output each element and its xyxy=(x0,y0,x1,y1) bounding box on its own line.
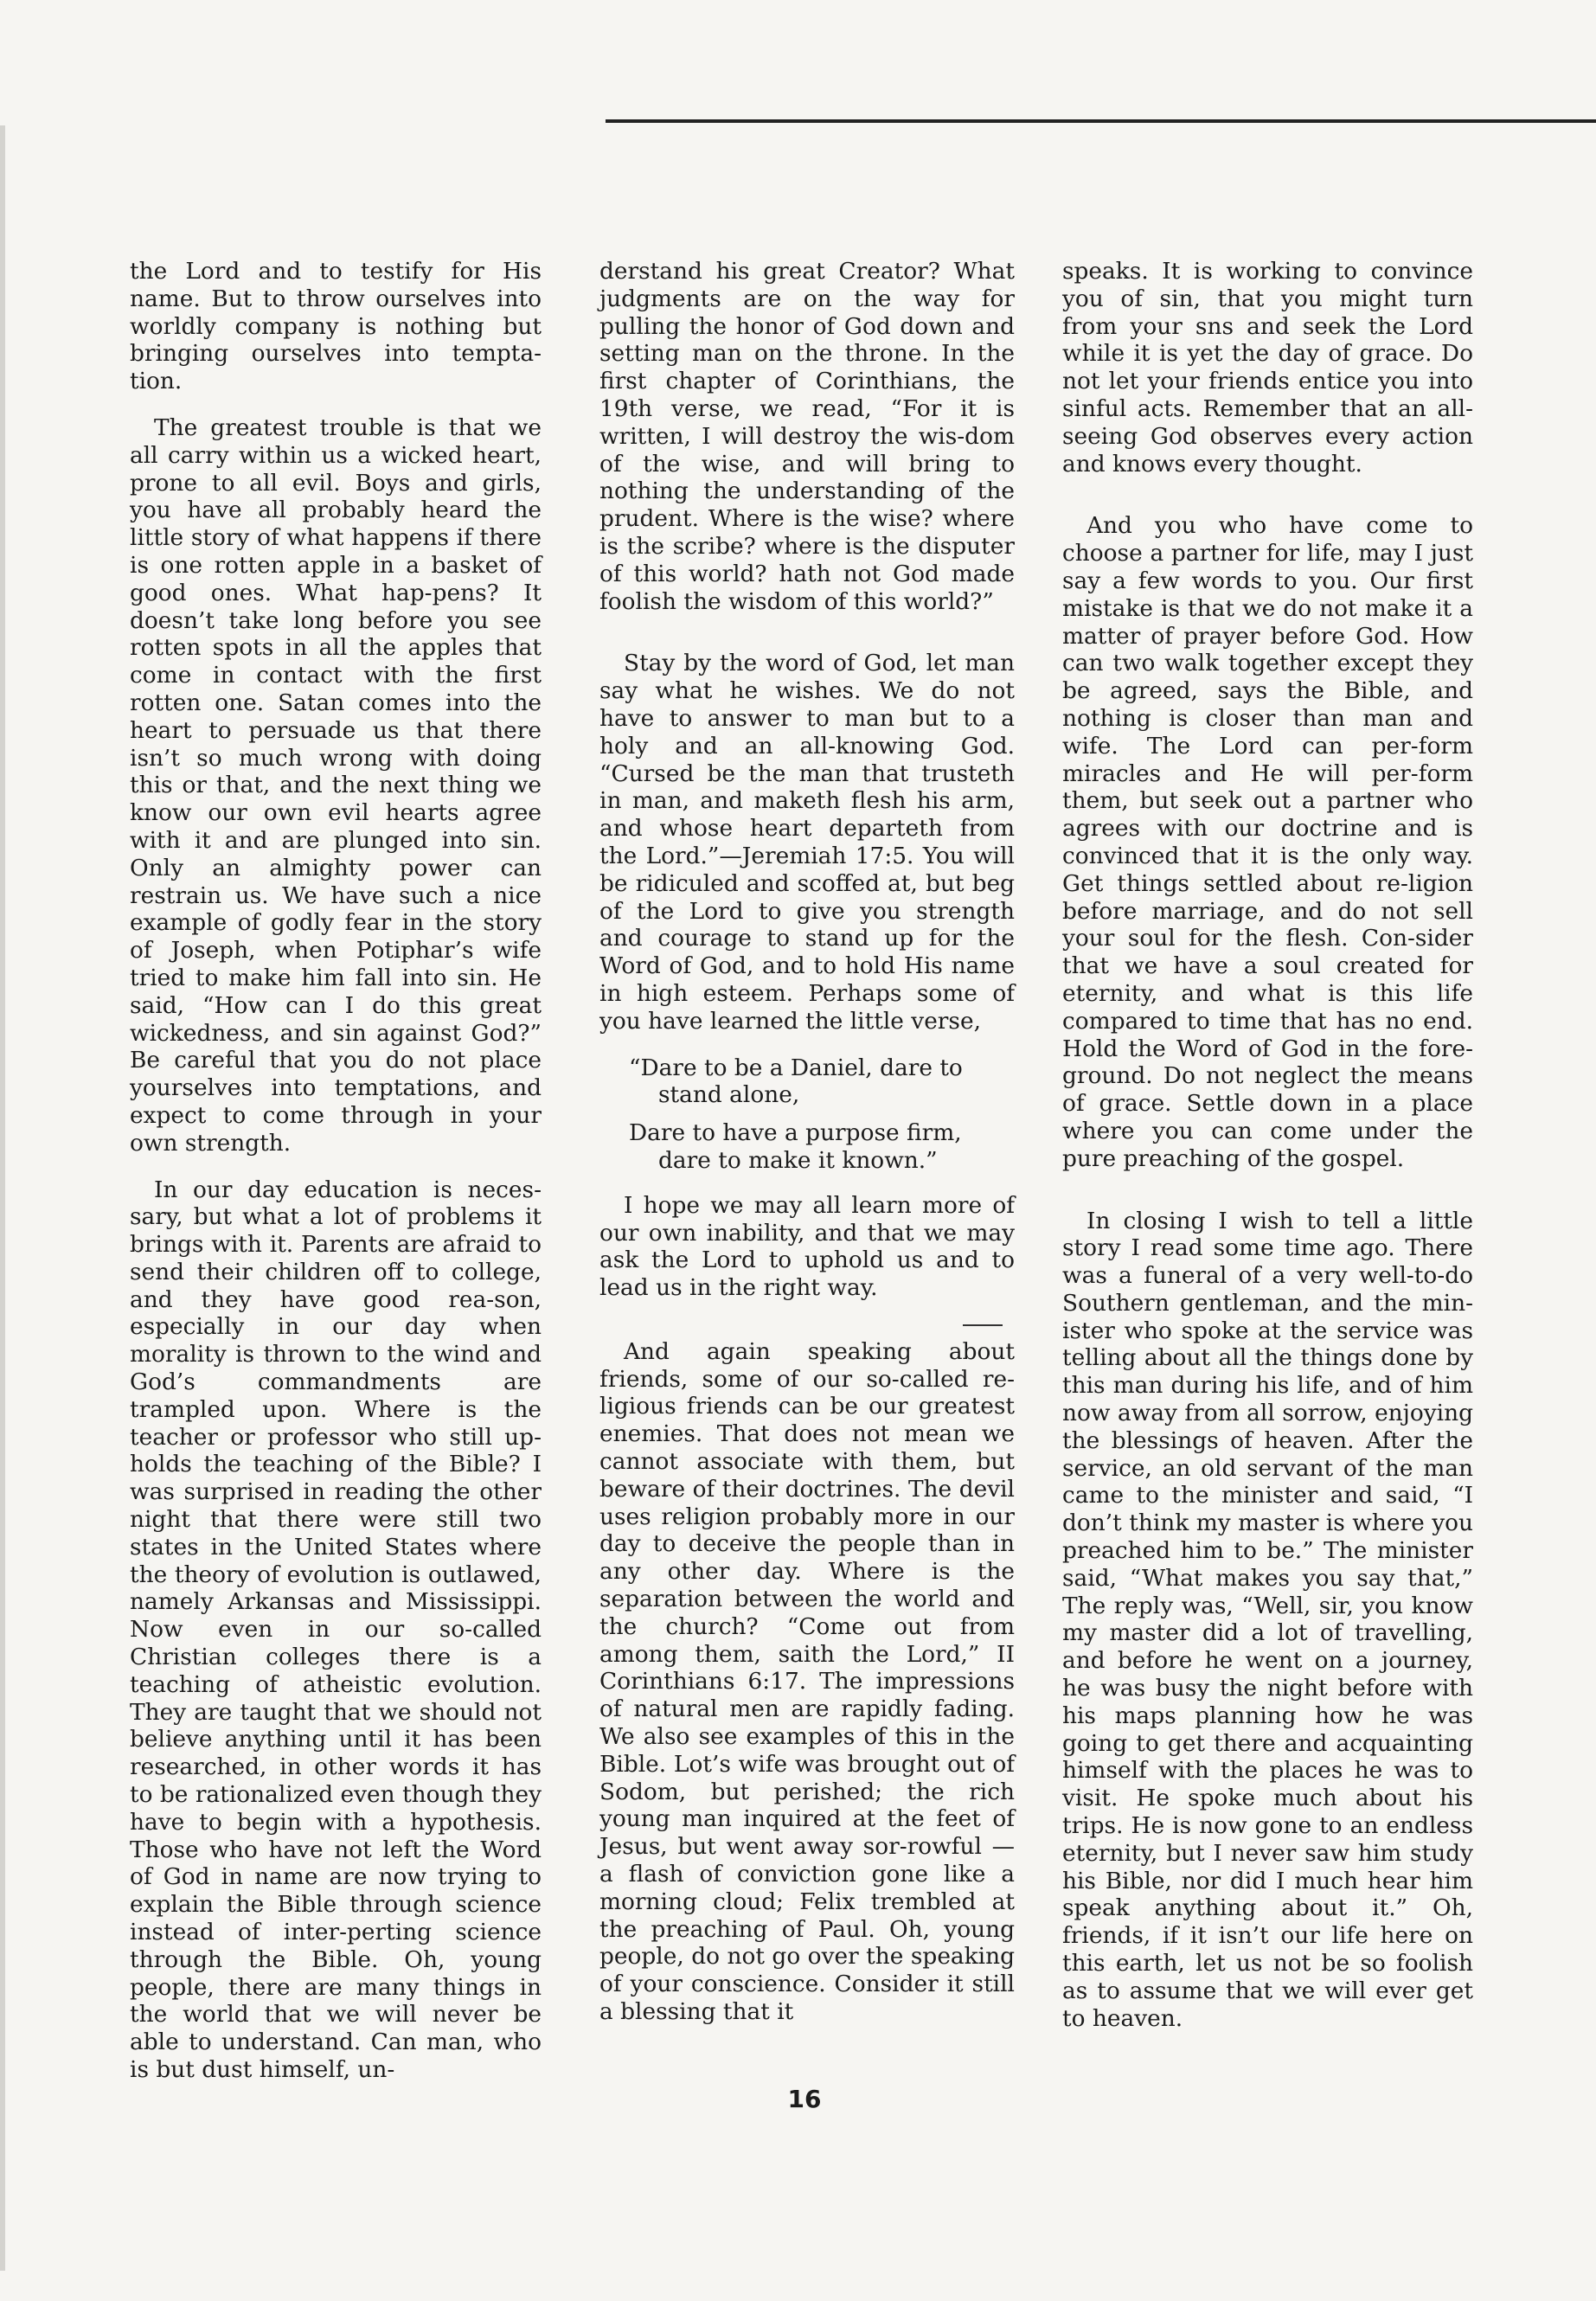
paragraph: And you who have come to choose a partner for life, may I just say a few words to you. Our first mistake is that we do not make it a matter of prayer before God. How can two walk together except they be agreed, says the Bible, and nothing is closer than man and wife. The Lord can per-form miracles and He will per-form them, but seek out a partner who agrees with our doctrine and is convinced that it is the only way. Get things settled about re-ligion before marriage, and do not sell your soul for the flesh. Con-sider that we have a soul created for eternity, and what is this life compared to time that has no end. Hold the Word of God in the fore-ground. Do not neglect the means of grace. Settle down in a place where you can come under the pure preaching of the gospel. xyxy=(1062,512,1473,1172)
page-number: 16 xyxy=(787,2085,822,2113)
paragraph: speaks. It is working to convince you of sin, that you might turn from your sns and seek the Lord while it is yet the day of grace. Do not let your friends entice you into sinful acts. Remember that an all-seeing God observes every action and knows every thought. xyxy=(1062,258,1473,478)
paragraph: The greatest trouble is that we all carry within us a wicked heart, prone to all evil. Boys and girls, you have all probably heard the little story of what happens if there is one rotten apple in a basket of good ones. What hap-pens? It doesn’t take long before you see rotten spots in all the apples that come in contact with the first rotten one. Satan comes into the heart to persuade us that there isn’t so much wrong with doing this or that, and the next thing we know our own evil hearts agree with it and are plunged into sin. Only an almighty power can restrain us. We have such a nice example of godly fear in the story of Joseph, when Potiphar’s wife tried to make him fall into sin. He said, “How can I do this great wickedness, and sin against God?” Be careful that you do not place yourselves into temptations, and expect to come through in your own strength. xyxy=(130,413,542,1157)
paragraph: In closing I wish to tell a little story I read some time ago. There was a funeral of a very well-to-do Southern gentleman, and the min-ister who spoke at the service was telling about all the things done by this man during his life, and of him now away from all sorrow, enjoying the blessings of heaven. After the service, an old servant of the man came to the minister and said, “I don’t think my master is where you preached him to be.” The minister said, “What makes you say that,” The reply was, “Well, sir, you know my master did a lot of travelling, and before he went on a journey, he was busy the night before with his maps planning how he was going to get there and acquainting himself with the places he was to visit. He spoke much about his trips. He is now gone to an endless eternity, but I never saw him study his Bible, nor did I much hear him speak anything about it.” Oh, friends, if it isn’t our life here on this earth, let us not be so foolish as to assume that we will ever get to heaven. xyxy=(1062,1207,1473,2032)
paragraph: the Lord and to testify for His name. But to throw ourselves into worldly company is nothing but bringing ourselves into tempta-tion. xyxy=(130,258,542,395)
paragraph: And again speaking about friends, some of our so-called re-ligious friends can be our greatest enemies. That does not mean we cannot associate with them, but beware of their doctrines. The devil uses religion probably more in our day to deceive the people than in any other day. Where is the separation between the world and the church? “Come out from among them, saith the Lord,” II Corinthians 6:17. The impressions of natural men are rapidly fading. We also see examples of this in the Bible. Lot’s wife was brought out of Sodom, but perished; the rich young man inquired at the feet of Jesus, but went away sor-rowful — a flash of conviction gone like a morning cloud; Felix trembled at the preaching of Paul. Oh, young people, do not go over the speaking of your conscience. Consider it still a blessing that it xyxy=(599,1337,1015,2026)
paragraph: Stay by the word of God, let man say what he wishes. We do not have to answer to man but to a holy and an all-knowing God. “Cursed be the man that trusteth in man, and maketh flesh his arm, and whose heart departeth from the Lord.”—Jeremiah 17:5. You will be ridiculed and scoffed at, but beg of the Lord to give you strength and courage to stand up for the Word of God, and to hold His name in high esteem. Perhaps some of you have learned the little verse, xyxy=(599,650,1015,1035)
column-1 xyxy=(130,258,542,2103)
poem-line: Dare to have a purpose firm, dare to make it known.” xyxy=(629,1119,962,1174)
poem-quote xyxy=(629,1054,1015,1175)
column-3 xyxy=(1062,258,1473,2051)
paragraph: derstand his great Creator? What judgments are on the way for pulling the honor of God down and setting man on the throne. In the first chapter of Corinthians, the 19th verse, we read, “For it is written, I will destroy the wis-dom of the wise, and will bring to nothing the understanding of the prudent. Where is the wise? where is the scribe? where is the disputer of this world? hath not God made foolish the wisdom of this world?” xyxy=(599,258,1015,615)
paragraph: I hope we may all learn more of our own inability, and that we may ask the Lord to uphold us and to lead us in the right way. xyxy=(599,1191,1015,1302)
top-rule xyxy=(606,119,1596,123)
column-2 xyxy=(599,258,1015,2045)
paragraph: In our day education is neces-sary, but what a lot of problems it brings with it. Parents are afraid to send their children off to college, and they have good rea-son, especially in our day when morality is thrown to the wind and God’s commandments are trampled upon. Where is the teacher or professor who still up-holds the teaching of the Bible? I was surprised in reading the other night that there were still two states in the United States where the theory of evolution is outlawed, namely Arkansas and Mississippi. Now even in our so-called Christian colleges there is a teaching of atheistic evolution. They are taught that we should not believe anything until it has been researched, in other words it has to be rationalized even though they have to begin with a hypothesis. Those who have not left the Word of God in name are now trying to explain the Bible through science instead of inter-perting science through the Bible. Oh, young people, there are many things in the world that we will never be able to understand. Can man, who is but dust himself, un- xyxy=(130,1176,542,2083)
page-edge-shadow xyxy=(0,125,5,2271)
section-rule xyxy=(963,1324,1003,1326)
poem-line: “Dare to be a Daniel, dare to stand alone, xyxy=(629,1054,963,1109)
